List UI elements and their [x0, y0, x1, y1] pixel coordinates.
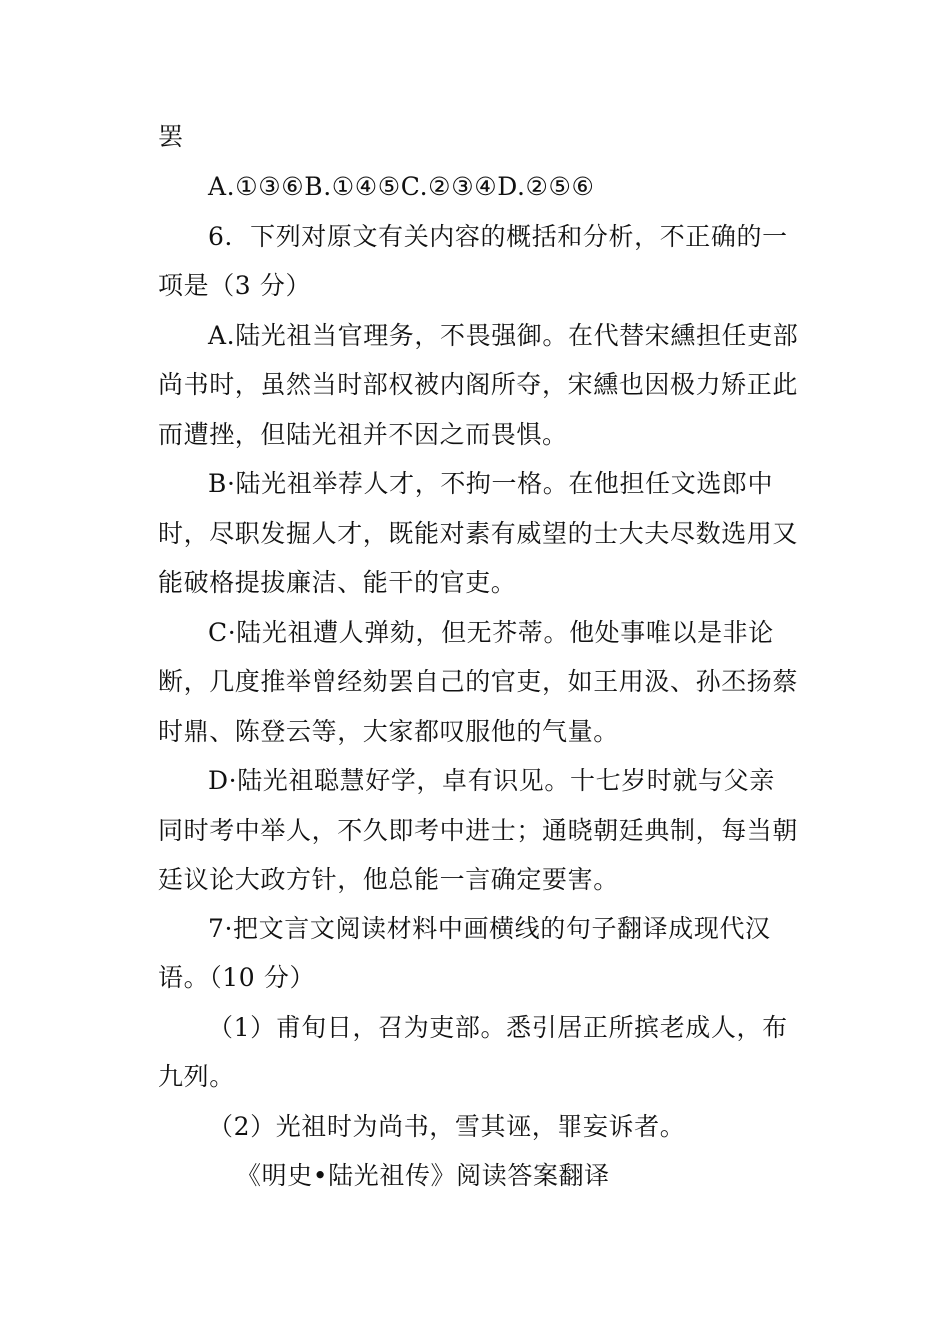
- question-7-stem: 7·把文言文阅读材料中画横线的句子翻译成现代汉: [208, 914, 771, 943]
- text-line: 廷议论大政方针，他总能一言确定要害。: [158, 865, 619, 894]
- option-b: B·陆光祖举荐人才，不拘一格。在他担任文选郎中: [208, 469, 774, 498]
- text-line: 语。（10 分）: [158, 963, 316, 992]
- text-line: 九列。: [158, 1062, 235, 1091]
- text-line: 断，几度推举曾经劾罢自己的官吏，如王用汲、孙丕扬蔡: [158, 667, 799, 696]
- text-line: 时，尽职发掘人才，既能对素有威望的士大夫尽数选用又: [158, 519, 799, 548]
- option-d: D·陆光祖聪慧好学，卓有识见。十七岁时就与父亲: [208, 766, 775, 795]
- sentence-1: （1）甫旬日，召为吏部。悉引居正所摈老成人，布: [208, 1013, 788, 1042]
- option-c: C·陆光祖遭人弹劾，但无芥蒂。他处事唯以是非论: [208, 618, 774, 647]
- text-line: 项是（3 分）: [158, 271, 312, 300]
- text-line: 尚书时，虽然当时部权被内阁所夺，宋纁也因极力矫正此: [158, 370, 799, 399]
- text-line: 时鼎、陈登云等，大家都叹服他的气量。: [158, 717, 619, 746]
- text-line: 罢: [158, 122, 184, 151]
- text-line: 能破格提拔廉洁、能干的官吏。: [158, 568, 517, 597]
- sentence-2: （2）光祖时为尚书，雪其诬，罪妄诉者。: [208, 1112, 686, 1141]
- section-title: 《明史•陆光祖传》阅读答案翻译: [236, 1161, 610, 1190]
- text-line: 而遭挫，但陆光祖并不因之而畏惧。: [158, 420, 568, 449]
- question-5-options: A.①③⑥B.①④⑤C.②③④D.②⑤⑥: [208, 172, 595, 201]
- question-6-stem: 6．下列对原文有关内容的概括和分析，不正确的一: [208, 222, 788, 251]
- text-line: 同时考中举人，不久即考中进士；通晓朝廷典制，每当朝: [158, 816, 799, 845]
- option-a: A.陆光祖当官理务，不畏强御。在代替宋纁担任吏部: [208, 321, 799, 350]
